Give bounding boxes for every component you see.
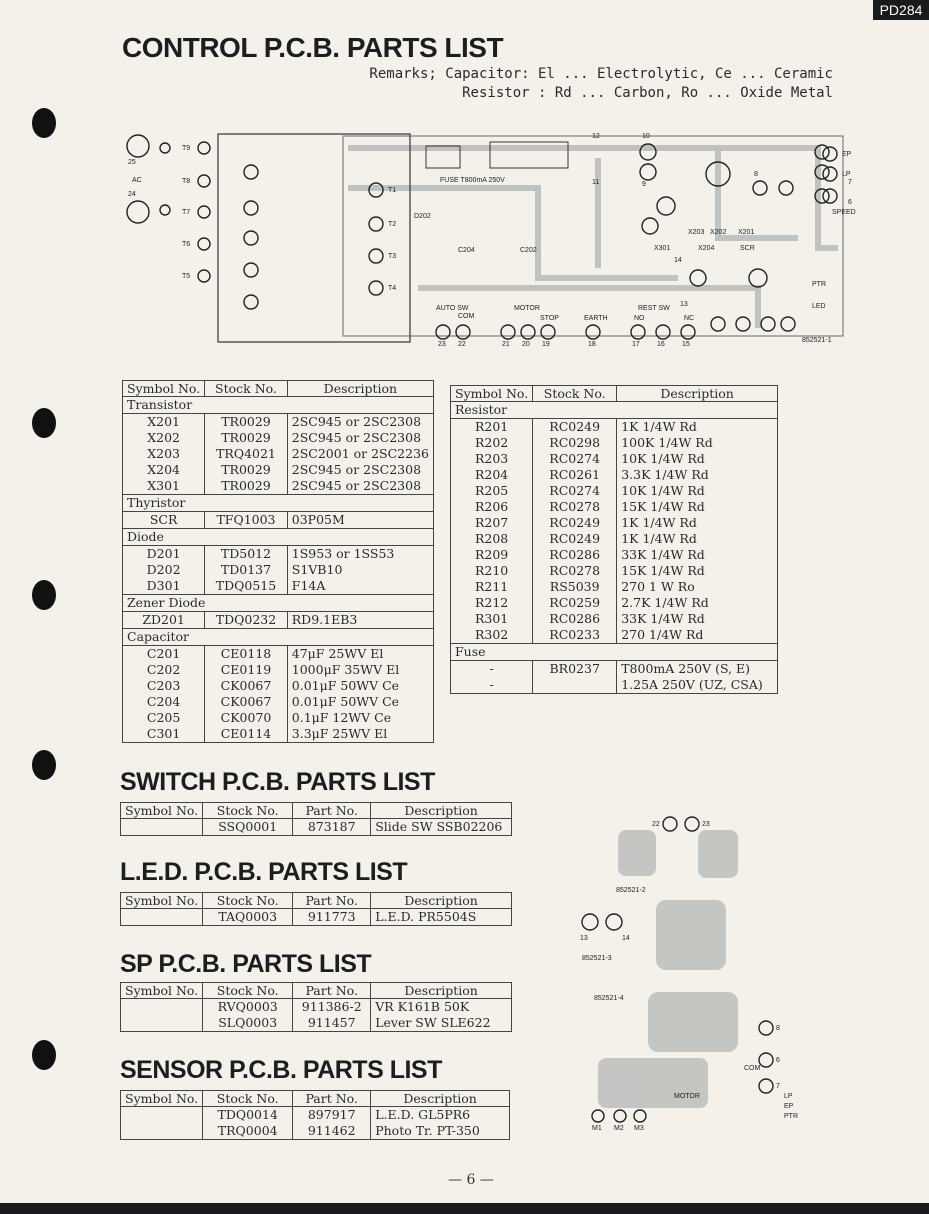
col-header-part: Part No. <box>293 1091 371 1107</box>
symbol-cell: R302 <box>451 627 533 644</box>
description-cell: 10K 1/4W Rd <box>617 483 778 499</box>
symbol-cell: - <box>451 677 533 694</box>
description-cell: 15K 1/4W Rd <box>617 499 778 515</box>
stock-cell: TD5012 <box>205 546 288 563</box>
description-cell: 10K 1/4W Rd <box>617 451 778 467</box>
symbol-cell <box>121 1015 203 1032</box>
col-header-stock: Stock No. <box>203 803 293 819</box>
svg-text:C202: C202 <box>520 247 537 254</box>
table-row <box>123 430 434 446</box>
svg-text:25: 25 <box>128 159 136 166</box>
svg-text:AUTO SW: AUTO SW <box>436 305 469 312</box>
table-row <box>123 710 434 726</box>
sp-parts-table <box>120 982 512 1032</box>
svg-text:X202: X202 <box>710 229 727 236</box>
symbol-cell: C202 <box>123 662 205 678</box>
stock-cell: CK0070 <box>205 710 288 726</box>
page-number: — 6 — <box>448 1172 494 1188</box>
sensor-parts-table <box>120 1090 510 1140</box>
stock-cell: RC0261 <box>533 467 617 483</box>
table-row <box>123 662 434 678</box>
svg-text:8: 8 <box>776 1025 780 1032</box>
symbol-cell: R211 <box>451 579 533 595</box>
svg-text:COM: COM <box>744 1065 761 1072</box>
table-row <box>451 579 778 595</box>
symbol-cell: R203 <box>451 451 533 467</box>
sp-section-title: SP P.C.B. PARTS LIST <box>120 950 372 978</box>
board-2-code: 852521-2 <box>616 887 646 894</box>
svg-text:T2: T2 <box>388 221 397 228</box>
symbol-cell: R209 <box>451 547 533 563</box>
description-cell: Lever SW SLE622 <box>371 1015 512 1032</box>
svg-text:X201: X201 <box>738 229 755 236</box>
description-cell: 1000μF 35WV El <box>287 662 433 678</box>
stock-cell: TDQ0014 <box>203 1107 293 1124</box>
svg-text:LP: LP <box>784 1093 793 1100</box>
stock-cell: TR0029 <box>205 414 288 431</box>
stock-cell: SSQ0001 <box>203 819 293 836</box>
description-cell: 3.3K 1/4W Rd <box>617 467 778 483</box>
svg-text:NO: NO <box>634 315 645 322</box>
stock-cell: RC0249 <box>533 515 617 531</box>
col-header-description: Description <box>287 381 433 397</box>
symbol-cell: X202 <box>123 430 205 446</box>
table-row <box>451 499 778 515</box>
table-row <box>121 1123 510 1140</box>
description-cell: 2.7K 1/4W Rd <box>617 595 778 611</box>
svg-text:13: 13 <box>680 301 688 308</box>
symbol-cell: R201 <box>451 419 533 436</box>
stock-cell: TFQ1003 <box>205 512 288 529</box>
description-cell: 270 1 W Ro <box>617 579 778 595</box>
symbol-cell: R212 <box>451 595 533 611</box>
svg-text:LED: LED <box>812 303 826 310</box>
symbol-cell: ZD201 <box>123 612 205 629</box>
group-label: Transistor <box>123 397 434 414</box>
table-row <box>121 1107 510 1124</box>
table-row <box>123 578 434 595</box>
stock-cell: TR0029 <box>205 462 288 478</box>
group-label: Resistor <box>451 402 778 419</box>
group-label: Zener Diode <box>123 595 434 612</box>
svg-text:14: 14 <box>674 257 682 264</box>
table-row <box>451 563 778 579</box>
svg-text:21: 21 <box>502 341 510 348</box>
description-cell: 1S953 or 1SS53 <box>287 546 433 563</box>
svg-text:M2: M2 <box>614 1125 624 1132</box>
description-cell: VR K161B 50K <box>371 999 512 1016</box>
symbol-cell: X301 <box>123 478 205 495</box>
description-cell: F14A <box>287 578 433 595</box>
group-label: Capacitor <box>123 629 434 646</box>
svg-text:15: 15 <box>682 341 690 348</box>
col-header-stock: Stock No. <box>203 1091 293 1107</box>
svg-text:13: 13 <box>580 935 588 942</box>
stock-cell: RVQ0003 <box>203 999 293 1016</box>
stock-cell: RC0286 <box>533 547 617 563</box>
symbol-cell: X204 <box>123 462 205 478</box>
board-3-code: 852521-3 <box>582 955 612 962</box>
table-row <box>451 451 778 467</box>
description-cell: RD9.1EB3 <box>287 612 433 629</box>
stock-cell: RC0274 <box>533 483 617 499</box>
symbol-cell: D201 <box>123 546 205 563</box>
col-header-stock: Stock No. <box>533 386 617 402</box>
description-cell: 0.01μF 50WV Ce <box>287 694 433 710</box>
svg-text:SPEED: SPEED <box>832 209 856 216</box>
svg-text:REST SW: REST SW <box>638 305 670 312</box>
svg-text:23: 23 <box>438 341 446 348</box>
col-header-part: Part No. <box>293 803 371 819</box>
symbol-cell: C203 <box>123 678 205 694</box>
table-row <box>121 819 512 836</box>
table-row <box>123 478 434 495</box>
symbol-cell <box>121 999 203 1016</box>
svg-text:T9: T9 <box>182 145 191 152</box>
svg-text:X204: X204 <box>698 245 715 252</box>
svg-text:9: 9 <box>642 181 646 188</box>
col-header-description: Description <box>371 803 512 819</box>
symbol-cell: R207 <box>451 515 533 531</box>
group-row <box>451 402 778 419</box>
col-header-description: Description <box>371 983 512 999</box>
part-cell: 911773 <box>293 909 371 926</box>
table-row <box>123 446 434 462</box>
symbol-cell: C205 <box>123 710 205 726</box>
svg-text:22: 22 <box>652 821 660 828</box>
description-cell: 33K 1/4W Rd <box>617 547 778 563</box>
symbol-cell: D301 <box>123 578 205 595</box>
stock-cell: TR0029 <box>205 478 288 495</box>
table-row <box>451 531 778 547</box>
svg-text:T6: T6 <box>182 241 191 248</box>
binder-hole <box>32 580 56 610</box>
svg-text:X203: X203 <box>688 229 705 236</box>
col-header-symbol: Symbol No. <box>121 803 203 819</box>
svg-text:24: 24 <box>128 191 136 198</box>
svg-text:C204: C204 <box>458 247 475 254</box>
table-row <box>121 909 512 926</box>
led-parts-table <box>120 892 512 926</box>
svg-text:10: 10 <box>642 133 650 140</box>
pcb-label-ac: AC <box>132 177 142 184</box>
table-row <box>451 483 778 499</box>
description-cell: 2SC2001 or 2SC2236 <box>287 446 433 462</box>
svg-text:T5: T5 <box>182 273 191 280</box>
svg-text:MOTOR: MOTOR <box>514 305 540 312</box>
stock-cell: BR0237 <box>533 661 617 678</box>
symbol-cell <box>121 1123 203 1140</box>
svg-text:PTR: PTR <box>812 281 826 288</box>
svg-text:EP: EP <box>842 151 852 158</box>
symbol-cell: SCR <box>123 512 205 529</box>
svg-text:X301: X301 <box>654 245 671 252</box>
svg-text:8: 8 <box>754 171 758 178</box>
symbol-cell: R210 <box>451 563 533 579</box>
svg-text:M1: M1 <box>592 1125 602 1132</box>
svg-text:COM: COM <box>458 313 475 320</box>
stock-cell: CE0114 <box>205 726 288 743</box>
svg-text:11: 11 <box>592 179 600 186</box>
col-header-stock: Stock No. <box>205 381 288 397</box>
table-row <box>451 661 778 678</box>
col-header-symbol: Symbol No. <box>123 381 205 397</box>
table-row <box>123 694 434 710</box>
remarks-line-2: Resistor : Rd ... Carbon, Ro ... Oxide Metal <box>462 85 833 101</box>
description-cell: 33K 1/4W Rd <box>617 611 778 627</box>
group-row <box>123 629 434 646</box>
col-header-description: Description <box>617 386 778 402</box>
symbol-cell <box>121 1107 203 1124</box>
description-cell: 0.1μF 12WV Ce <box>287 710 433 726</box>
description-cell: 2SC945 or 2SC2308 <box>287 478 433 495</box>
stock-cell: RC0278 <box>533 563 617 579</box>
group-label: Fuse <box>451 644 778 661</box>
col-header-symbol: Symbol No. <box>451 386 533 402</box>
sensor-section-title: SENSOR P.C.B. PARTS LIST <box>120 1056 442 1084</box>
switch-section-title: SWITCH P.C.B. PARTS LIST <box>120 768 435 796</box>
table-row <box>451 595 778 611</box>
switch-parts-table <box>120 802 512 836</box>
description-cell: 1.25A 250V (UZ, CSA) <box>617 677 778 694</box>
symbol-cell: C201 <box>123 646 205 663</box>
stock-cell: RC0249 <box>533 531 617 547</box>
page-tag: PD284 <box>873 0 929 20</box>
svg-text:6: 6 <box>776 1057 780 1064</box>
part-cell: 911457 <box>293 1015 371 1032</box>
svg-text:MOTOR: MOTOR <box>674 1093 700 1100</box>
table-row <box>123 612 434 629</box>
svg-text:SCR: SCR <box>740 245 755 252</box>
stock-cell: RC0249 <box>533 419 617 436</box>
control-parts-table-right <box>450 385 778 694</box>
svg-text:M3: M3 <box>634 1125 644 1132</box>
stock-cell: RC0278 <box>533 499 617 515</box>
table-row <box>123 462 434 478</box>
description-cell: 270 1/4W Rd <box>617 627 778 644</box>
group-row <box>123 595 434 612</box>
symbol-cell <box>121 909 203 926</box>
stock-cell: TR0029 <box>205 430 288 446</box>
stock-cell: CE0118 <box>205 646 288 663</box>
svg-text:EARTH: EARTH <box>584 315 608 322</box>
description-cell: L.E.D. GL5PR6 <box>371 1107 510 1124</box>
col-header-description: Description <box>371 893 512 909</box>
svg-text:PTR: PTR <box>784 1113 798 1120</box>
svg-text:23: 23 <box>702 821 710 828</box>
pcb-board-code: 852521-1 <box>802 337 832 344</box>
stock-cell: TAQ0003 <box>203 909 293 926</box>
group-label: Thyristor <box>123 495 434 512</box>
stock-cell: RC0286 <box>533 611 617 627</box>
svg-text:D202: D202 <box>414 213 431 220</box>
stock-cell: CE0119 <box>205 662 288 678</box>
stock-cell: TDQ0515 <box>205 578 288 595</box>
description-cell: 1K 1/4W Rd <box>617 419 778 436</box>
svg-text:12: 12 <box>592 133 600 140</box>
description-cell: S1VB10 <box>287 562 433 578</box>
svg-text:18: 18 <box>588 341 596 348</box>
group-label: Diode <box>123 529 434 546</box>
symbol-cell: R202 <box>451 435 533 451</box>
description-cell: L.E.D. PR5504S <box>371 909 512 926</box>
table-row <box>451 435 778 451</box>
table-row <box>123 512 434 529</box>
binder-hole <box>32 108 56 138</box>
col-header-stock: Stock No. <box>203 983 293 999</box>
svg-text:6: 6 <box>848 199 852 206</box>
part-cell: 911386-2 <box>293 999 371 1016</box>
stock-cell: RC0298 <box>533 435 617 451</box>
svg-text:T8: T8 <box>182 178 191 185</box>
symbol-cell: R205 <box>451 483 533 499</box>
svg-text:7: 7 <box>848 179 852 186</box>
symbol-cell: C204 <box>123 694 205 710</box>
scan-edge <box>0 1203 929 1214</box>
description-cell: T800mA 250V (S, E) <box>617 661 778 678</box>
svg-text:NC: NC <box>684 315 695 322</box>
binder-hole <box>32 1040 56 1070</box>
svg-text:T3: T3 <box>388 253 397 260</box>
stock-cell: TDQ0232 <box>205 612 288 629</box>
table-row <box>123 562 434 578</box>
binder-hole <box>32 408 56 438</box>
description-cell: 3.3μF 25WV El <box>287 726 433 743</box>
svg-text:STOP: STOP <box>540 315 559 322</box>
table-row <box>123 646 434 663</box>
stock-cell: CK0067 <box>205 678 288 694</box>
description-cell: 03P05M <box>287 512 433 529</box>
symbol-cell: R204 <box>451 467 533 483</box>
symbol-cell: D202 <box>123 562 205 578</box>
table-row <box>123 546 434 563</box>
table-row <box>121 999 512 1016</box>
group-row <box>123 529 434 546</box>
group-row <box>451 644 778 661</box>
col-header-symbol: Symbol No. <box>121 893 203 909</box>
stock-cell: SLQ0003 <box>203 1015 293 1032</box>
symbol-cell <box>121 819 203 836</box>
col-header-symbol: Symbol No. <box>121 1091 203 1107</box>
description-cell: 0.01μF 50WV Ce <box>287 678 433 694</box>
stock-cell: RC0233 <box>533 627 617 644</box>
description-cell: 47μF 25WV El <box>287 646 433 663</box>
col-header-description: Description <box>371 1091 510 1107</box>
table-row <box>123 414 434 431</box>
stock-cell: RS5039 <box>533 579 617 595</box>
svg-text:19: 19 <box>542 341 550 348</box>
description-cell: Photo Tr. PT-350 <box>371 1123 510 1140</box>
symbol-cell: X203 <box>123 446 205 462</box>
svg-text:T4: T4 <box>388 285 397 292</box>
table-row <box>451 419 778 436</box>
board-4-code: 852521-4 <box>594 995 624 1002</box>
svg-text:LP: LP <box>842 171 851 178</box>
description-cell: 1K 1/4W Rd <box>617 531 778 547</box>
stock-cell <box>533 677 617 694</box>
transformer-outline <box>218 134 410 342</box>
svg-text:14: 14 <box>622 935 630 942</box>
small-pcb-diagrams <box>578 808 798 1138</box>
col-header-stock: Stock No. <box>203 893 293 909</box>
svg-text:17: 17 <box>632 341 640 348</box>
stock-cell: RC0274 <box>533 451 617 467</box>
svg-text:EP: EP <box>784 1103 794 1110</box>
stock-cell: RC0259 <box>533 595 617 611</box>
stock-cell: CK0067 <box>205 694 288 710</box>
table-row <box>451 611 778 627</box>
fuse-label: FUSE T800mA 250V <box>440 177 505 184</box>
col-header-symbol: Symbol No. <box>121 983 203 999</box>
symbol-cell: R208 <box>451 531 533 547</box>
svg-text:T1: T1 <box>388 187 397 194</box>
description-cell: 2SC945 or 2SC2308 <box>287 462 433 478</box>
svg-text:22: 22 <box>458 341 466 348</box>
part-cell: 897917 <box>293 1107 371 1124</box>
stock-cell: TD0137 <box>205 562 288 578</box>
part-cell: 911462 <box>293 1123 371 1140</box>
svg-text:16: 16 <box>657 341 665 348</box>
table-row <box>123 726 434 743</box>
stock-cell: TRQ0004 <box>203 1123 293 1140</box>
remarks-line-1: Remarks; Capacitor: El ... Electrolytic, Ce ... Ceramic <box>369 66 833 82</box>
symbol-cell: R206 <box>451 499 533 515</box>
description-cell: 1K 1/4W Rd <box>617 515 778 531</box>
col-header-part: Part No. <box>293 983 371 999</box>
page-title: CONTROL P.C.B. PARTS LIST <box>122 32 504 63</box>
svg-text:20: 20 <box>522 341 530 348</box>
col-header-part: Part No. <box>293 893 371 909</box>
part-cell: 873187 <box>293 819 371 836</box>
led-section-title: L.E.D. P.C.B. PARTS LIST <box>120 858 408 886</box>
table-row <box>123 678 434 694</box>
description-cell: Slide SW SSB02206 <box>371 819 512 836</box>
symbol-cell: X201 <box>123 414 205 431</box>
table-row <box>451 627 778 644</box>
symbol-cell: R301 <box>451 611 533 627</box>
description-cell: 2SC945 or 2SC2308 <box>287 430 433 446</box>
table-row <box>451 677 778 694</box>
table-row <box>451 547 778 563</box>
group-row <box>123 495 434 512</box>
control-pcb-diagram <box>118 128 878 348</box>
control-parts-table-left <box>122 380 434 743</box>
table-row <box>451 515 778 531</box>
svg-text:T7: T7 <box>182 209 191 216</box>
description-cell: 15K 1/4W Rd <box>617 563 778 579</box>
description-cell: 100K 1/4W Rd <box>617 435 778 451</box>
symbol-cell: - <box>451 661 533 678</box>
symbol-cell: C301 <box>123 726 205 743</box>
table-row <box>121 1015 512 1032</box>
table-row <box>451 467 778 483</box>
stock-cell: TRQ4021 <box>205 446 288 462</box>
description-cell: 2SC945 or 2SC2308 <box>287 414 433 431</box>
group-row <box>123 397 434 414</box>
binder-hole <box>32 750 56 780</box>
svg-text:7: 7 <box>776 1083 780 1090</box>
